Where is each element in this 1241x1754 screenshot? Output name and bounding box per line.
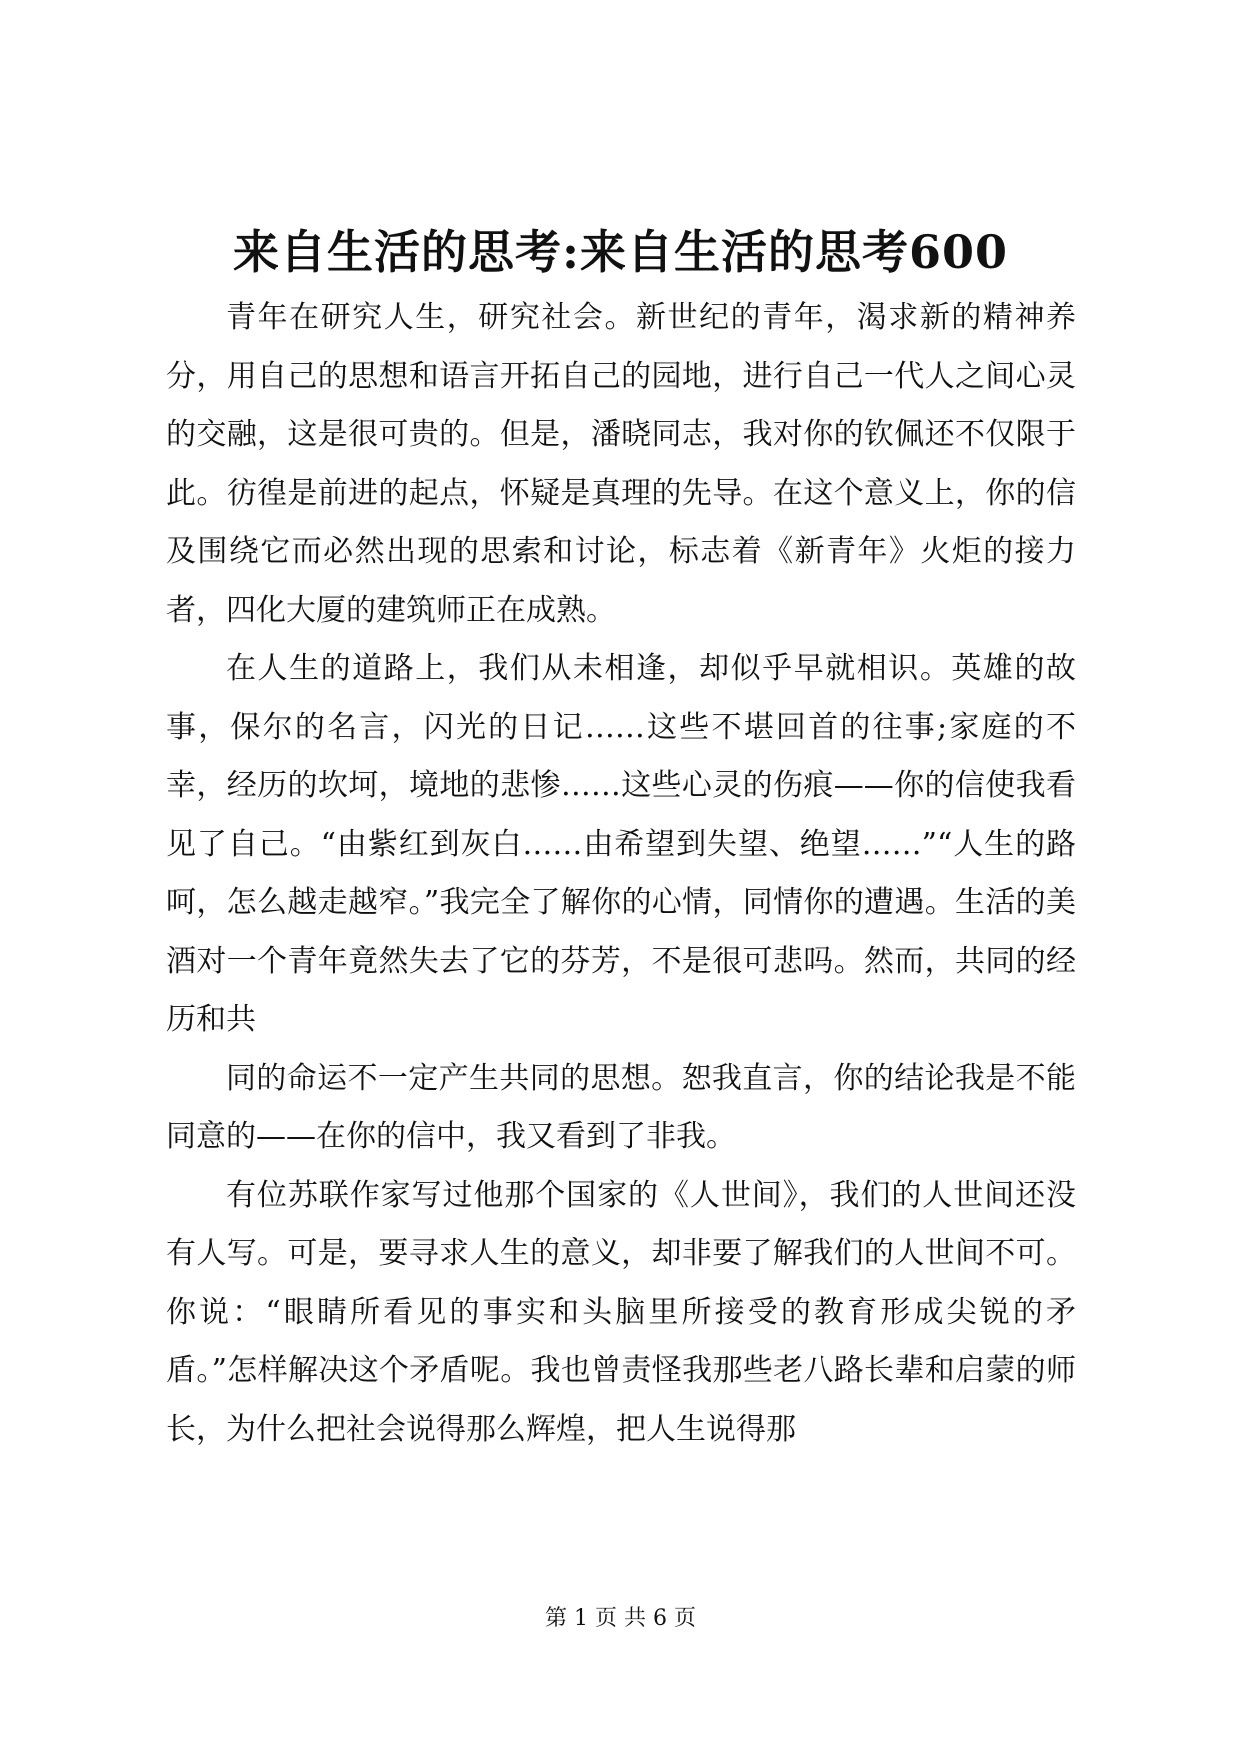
page-footer: 第 1 页 共 6 页 <box>545 1606 696 1631</box>
document-title: 来自生活的思考:来自生活的思考600 <box>232 225 1008 279</box>
document-body <box>166 289 1076 1459</box>
paragraph-3: 同的命运不一定产生共同的思想。恕我直言，你的结论我是不能同意的——在你的信中，我又看到了非我。 <box>166 1060 1076 1154</box>
paragraph-1: 青年在研究人生，研究社会。新世纪的青年，渴求新的精神养分，用自己的思想和语言开拓自己的园地，进行自己一代人之间心灵的交融，这是很可贵的。但是，潘晓同志，我对你的钦佩还不仅限于此。彷徨是前进的起点，怀疑是真理的先导。在这个意义上，你的信及围绕它而必然出现的思索和讨论，标志着《新青年》火炬的接力者，四化大厦的建筑师正在成熟。 <box>166 300 1076 628</box>
paragraph-2: 在人生的道路上，我们从未相逢，却似乎早就相识。英雄的故事，保尔的名言，闪光的日记……这些不堪回首的往事;家庭的不幸，经历的坎坷，境地的悲惨……这些心灵的伤痕——你的信使我看见了自己。“由紫红到灰白……由希望到失望、绝望……”“人生的路呵，怎么越走越窄。”我完全了解你的心情，同情你的遭遇。生活的美酒对一个青年竟然失去了它的芬芳，不是很可悲吗。然而，共同的经历和共 <box>166 651 1076 1037</box>
paragraph-4: 有位苏联作家写过他那个国家的《人世间》，我们的人世间还没有人写。可是，要寻求人生的意义，却非要了解我们的人世间不可。你说：“眼睛所看见的事实和头脑里所接受的教育形成尖锐的矛盾。”怎样解决这个矛盾呢。我也曾责怪我那些老八路长辈和启蒙的师长，为什么把社会说得那么辉煌，把人生说得那 <box>166 1177 1076 1447</box>
